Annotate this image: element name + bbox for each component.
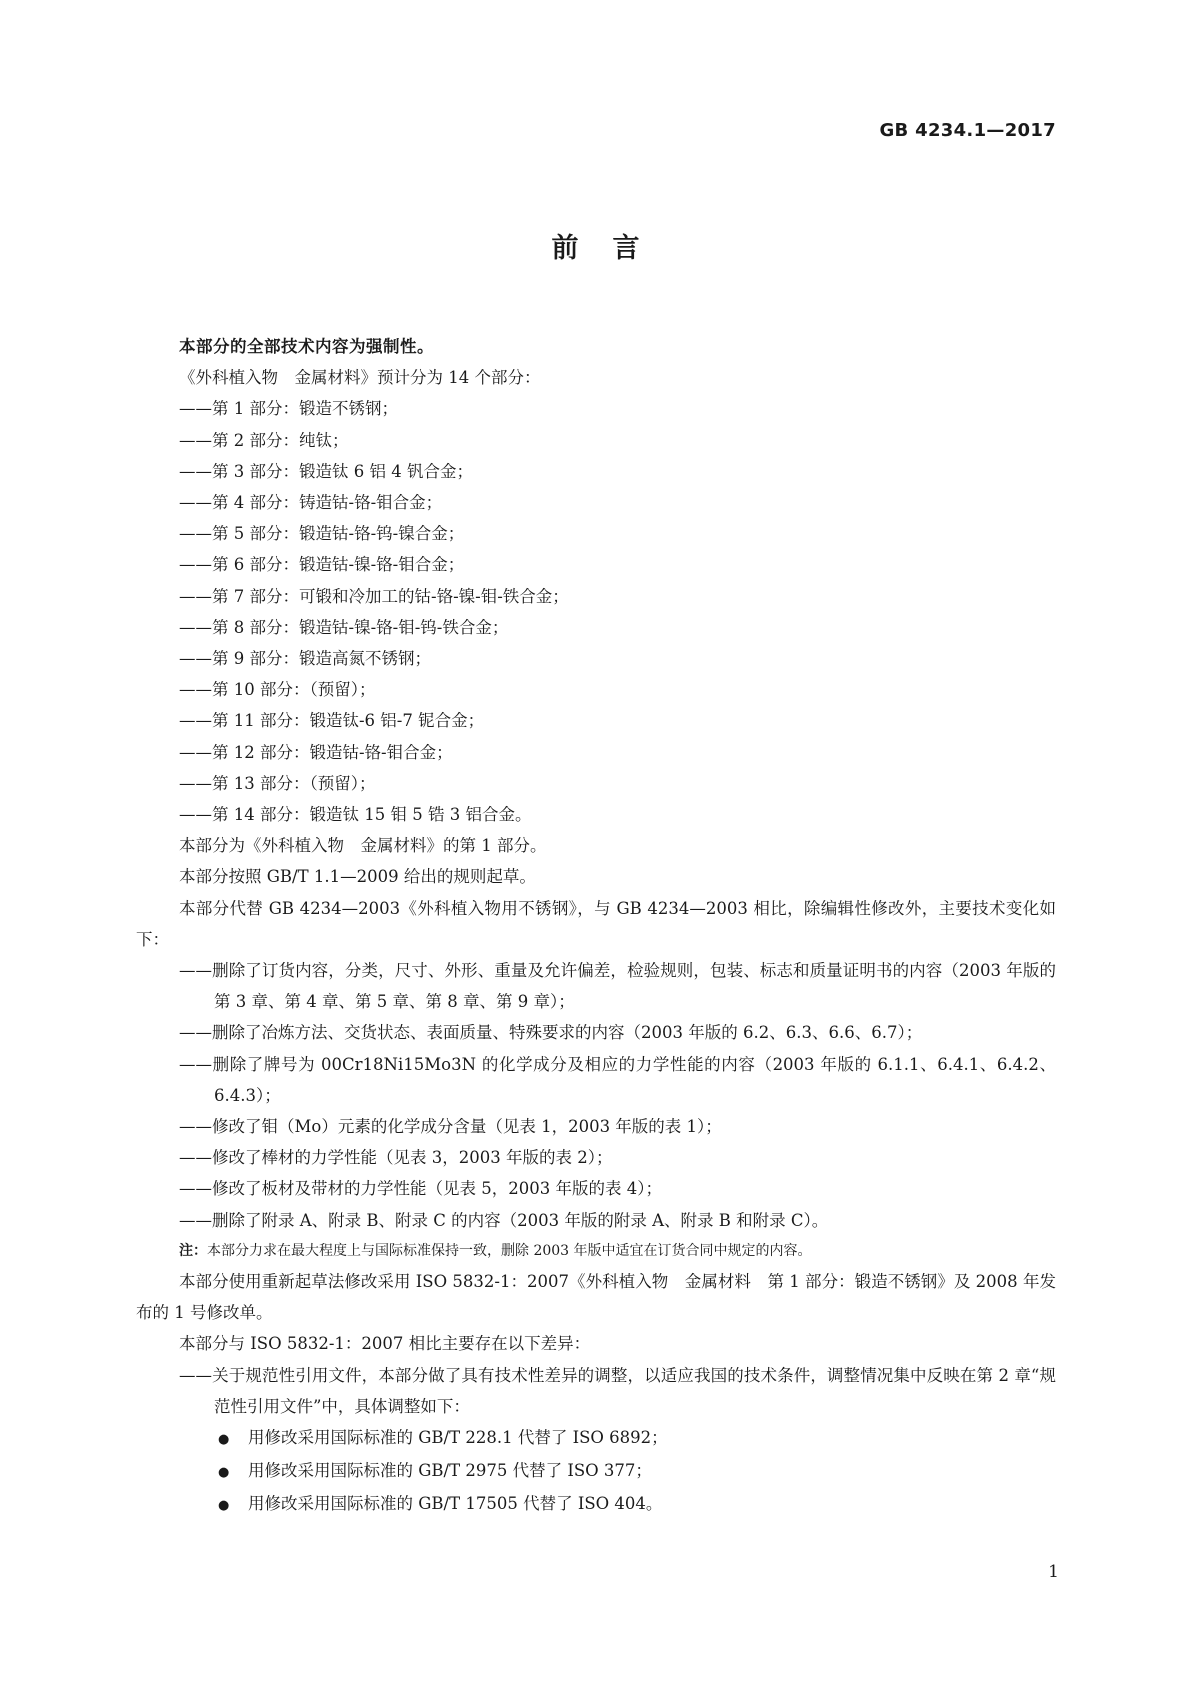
list-item: ——第 1 部分：锻造不锈钢；	[179, 399, 398, 419]
changes-list	[136, 955, 1056, 1236]
bullet-text: 用修改采用国际标准的 GB/T 2975 代替了 ISO 377；	[248, 1461, 652, 1481]
note-label: 注：	[179, 1242, 207, 1259]
differences-intro: 本部分与 ISO 5832-1：2007 相比主要存在以下差异：	[179, 1334, 591, 1354]
mandatory-statement: 本部分的全部技术内容为强制性。	[179, 337, 434, 356]
list-item: ——关于规范性引用文件，本部分做了具有技术性差异的调整，以适应我国的技术条件，调整情况集中反映在第 2 章“规范性引用文件”中，具体调整如下：	[179, 1365, 1056, 1416]
bullet-text: 用修改采用国际标准的 GB/T 17505 代替了 ISO 404。	[248, 1494, 663, 1514]
parts-intro: 《外科植入物 金属材料》预计分为 14 个部分：	[179, 368, 541, 388]
parts-list	[136, 393, 1056, 830]
page-number: 1	[1048, 1562, 1059, 1582]
list-item: ——删除了订货内容，分类，尺寸、外形、重量及允许偏差，检验规则，包装、标志和质量证明书的内容（2003 年版的第 3 章、第 4 章、第 5 章、第 8 章、第 9 章）；	[179, 961, 1056, 1012]
list-item: ——第 4 部分：铸造钴-铬-钼合金；	[179, 493, 443, 513]
bullet-item	[136, 1488, 1056, 1521]
bullet-text: 用修改采用国际标准的 GB/T 228.1 代替了 ISO 6892；	[248, 1427, 668, 1447]
drafting-rules-statement: 本部分按照 GB/T 1.1—2009 给出的规则起草。	[179, 867, 536, 887]
list-item: ——第 3 部分：锻造钛 6 铝 4 钒合金；	[179, 461, 473, 481]
list-item: ——第 5 部分：锻造钴-铬-钨-镍合金；	[179, 524, 465, 544]
list-item: ——第 14 部分：锻造钛 15 钼 5 锆 3 铝合金。	[179, 805, 532, 825]
list-item: ——第 12 部分：锻造钴-铬-钼合金；	[179, 742, 453, 762]
bullet-icon: ●	[218, 1498, 230, 1514]
list-item: ——第 10 部分：（预留）；	[179, 680, 376, 700]
foreword-body	[136, 331, 1056, 1522]
list-item: ——第 6 部分：锻造钴-镍-铬-钼合金；	[179, 555, 465, 575]
list-item: ——第 9 部分：锻造高氮不锈钢；	[179, 649, 431, 669]
list-item: ——第 11 部分：锻造钛-6 铝-7 铌合金；	[179, 711, 485, 731]
list-item: ——第 8 部分：锻造钴-镍-铬-钼-钨-铁合金；	[179, 617, 509, 637]
note-text: 本部分力求在最大程度上与国际标准保持一致，删除 2003 年版中适宜在订货合同中规定的内容。	[207, 1242, 812, 1259]
standard-number: GB 4234.1—2017	[879, 120, 1056, 141]
list-item: ——第 7 部分：可锻和冷加工的钴-铬-镍-钼-铁合金；	[179, 586, 569, 606]
list-item: ——删除了附录 A、附录 B、附录 C 的内容（2003 年版的附录 A、附录 B 和附录 C）。	[179, 1210, 829, 1230]
list-item: ——第 2 部分：纯钛；	[179, 430, 349, 450]
bullet-icon: ●	[218, 1431, 230, 1447]
list-item: ——修改了钼（Mo）元素的化学成分含量（见表 1，2003 年版的表 1）；	[179, 1117, 722, 1137]
list-item: ——删除了冶炼方法、交货状态、表面质量、特殊要求的内容（2003 年版的 6.2、6.3、6.6、6.7）；	[179, 1023, 923, 1043]
replacement-statement: 本部分代替 GB 4234—2003《外科植入物用不锈钢》，与 GB 4234—2003 相比，除编辑性修改外，主要技术变化如下：	[136, 898, 1056, 949]
list-item: ——第 13 部分：（预留）；	[179, 773, 376, 793]
list-item: ——修改了板材及带材的力学性能（见表 5，2003 年版的表 4）；	[179, 1179, 662, 1199]
page-title: 前言	[551, 233, 674, 264]
this-part-statement: 本部分为《外科植入物 金属材料》的第 1 部分。	[179, 836, 547, 856]
bullet-item	[136, 1455, 1056, 1488]
adoption-statement: 本部分使用重新起草法修改采用 ISO 5832-1：2007《外科植入物 金属材料 第 1 部分：锻造不锈钢》及 2008 年发布的 1 号修改单。	[136, 1271, 1056, 1323]
list-item: ——删除了牌号为 00Cr18Ni15Mo3N 的化学成分及相应的力学性能的内容（2003 年版的 6.1.1、6.4.1、6.4.2、6.4.3）；	[179, 1054, 1056, 1105]
note	[136, 1236, 1056, 1266]
bullet-list	[136, 1422, 1056, 1522]
bullet-icon: ●	[218, 1465, 230, 1481]
bullet-item	[136, 1422, 1056, 1455]
list-item: ——修改了棒材的力学性能（见表 3，2003 年版的表 2）；	[179, 1148, 613, 1168]
